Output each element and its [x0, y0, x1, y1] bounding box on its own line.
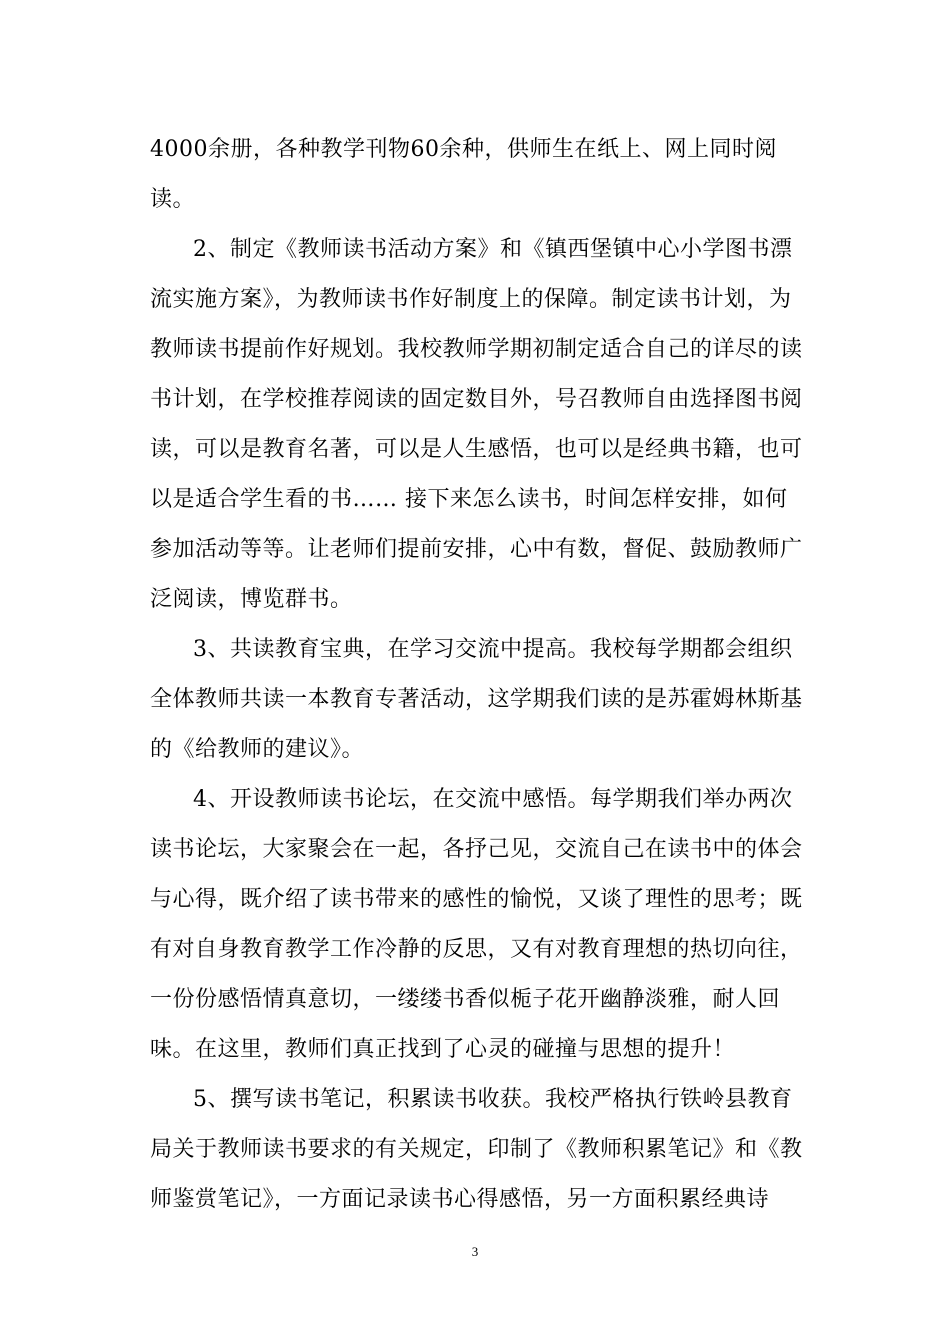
text-line: 参加活动等等。让老师们提前安排，心中有数，督促、鼓励教师广 [150, 537, 803, 562]
text-line: 读。 [150, 187, 196, 212]
paragraph-2-first-line: 2、制定《教师读书活动方案》和《镇西堡镇中心小学图书漂 [193, 237, 793, 262]
text-line: 4000余册，各种教学刊物60余种，供师生在纸上、网上同时阅 [150, 137, 777, 162]
text-line: 流实施方案》，为教师读书作好制度上的保障。制定读书计划，为 [150, 287, 792, 312]
paragraph-5-first-line: 5、撰写读书笔记，积累读书收获。我校严格执行铁岭县教育 [193, 1087, 793, 1112]
text-line: 泛阅读，博览群书。 [150, 587, 353, 612]
page-number: 3 [471, 1244, 479, 1259]
text-line: 有对自身教育教学工作冷静的反思，又有对教育理想的热切向往， [150, 937, 803, 962]
text-line: 书计划，在学校推荐阅读的固定数目外，号召教师自由选择图书阅 [150, 387, 803, 412]
text-line: 味。在这里，教师们真正找到了心灵的碰撞与思想的提升！ [150, 1037, 736, 1062]
paragraph-3-first-line: 3、共读教育宝典，在学习交流中提高。我校每学期都会组织 [193, 637, 793, 662]
text-line: 全体教师共读一本教育专著活动，这学期我们读的是苏霍姆林斯基 [150, 687, 803, 712]
text-line: 教师读书提前作好规划。我校教师学期初制定适合自己的详尽的读 [150, 337, 803, 362]
text-line: 师鉴赏笔记》，一方面记录读书心得感悟，另一方面积累经典诗 [150, 1187, 770, 1212]
text-line: 读书论坛，大家聚会在一起，各抒己见，交流自己在读书中的体会 [150, 837, 803, 862]
paragraph-4-first-line: 4、开设教师读书论坛，在交流中感悟。每学期我们举办两次 [193, 787, 793, 812]
text-line: 读，可以是教育名著，可以是人生感悟，也可以是经典书籍，也可 [150, 437, 803, 462]
text-line: 局关于教师读书要求的有关规定，印制了《教师积累笔记》和《教 [150, 1137, 803, 1162]
text-line: 以是适合学生看的书…… 接下来怎么读书，时间怎样安排，如何 [150, 487, 788, 512]
text-line: 与心得，既介绍了读书带来的感性的愉悦，又谈了理性的思考；既 [150, 887, 803, 912]
text-line: 一份份感悟情真意切，一缕缕书香似栀子花开幽静淡雅，耐人回 [150, 987, 781, 1012]
text-line: 的《给教师的建议》。 [150, 737, 365, 762]
